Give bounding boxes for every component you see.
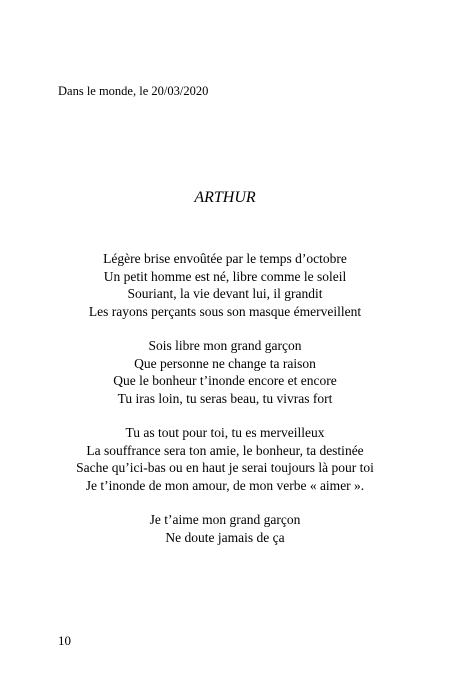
stanza-4 bbox=[0, 511, 450, 546]
poem-line: La souffrance sera ton amie, le bonheur, ta destinée bbox=[86, 442, 364, 458]
poem-line: Je t’aime mon grand garçon bbox=[149, 512, 301, 527]
poem-line: Ne doute jamais de ça bbox=[165, 529, 285, 545]
poem-line: Je t’inonde de mon amour, de mon verbe « aimer ». bbox=[85, 477, 365, 493]
stanza-1 bbox=[0, 250, 450, 320]
poem-title: ARTHUR bbox=[194, 189, 256, 206]
poem-line: Tu iras loin, tu seras beau, tu vivras fort bbox=[117, 390, 333, 406]
poem-line: Les rayons perçants sous son masque émerveillent bbox=[88, 303, 362, 319]
stanza-2 bbox=[0, 337, 450, 407]
dateline: Dans le monde, le 20/03/2020 bbox=[58, 84, 209, 98]
poem-line: Souriant, la vie devant lui, il grandit bbox=[127, 286, 323, 301]
poem-body bbox=[0, 250, 450, 563]
poem-line: Sache qu’ici-bas ou en haut je serai toujours là pour toi bbox=[76, 460, 374, 475]
poem-line: Que le bonheur t’inonde encore et encore bbox=[113, 373, 337, 388]
poem-line: Sois libre mon grand garçon bbox=[148, 338, 302, 353]
poem-line: Que personne ne change ta raison bbox=[134, 355, 316, 371]
poem-line: Un petit homme est né, libre comme le soleil bbox=[103, 268, 347, 284]
page-number: 10 bbox=[58, 633, 71, 648]
poem-line: Tu as tout pour toi, tu es merveilleux bbox=[125, 425, 325, 440]
poem-line: Légère brise envoûtée par le temps d’octobre bbox=[103, 251, 347, 266]
stanza-3 bbox=[0, 424, 450, 494]
